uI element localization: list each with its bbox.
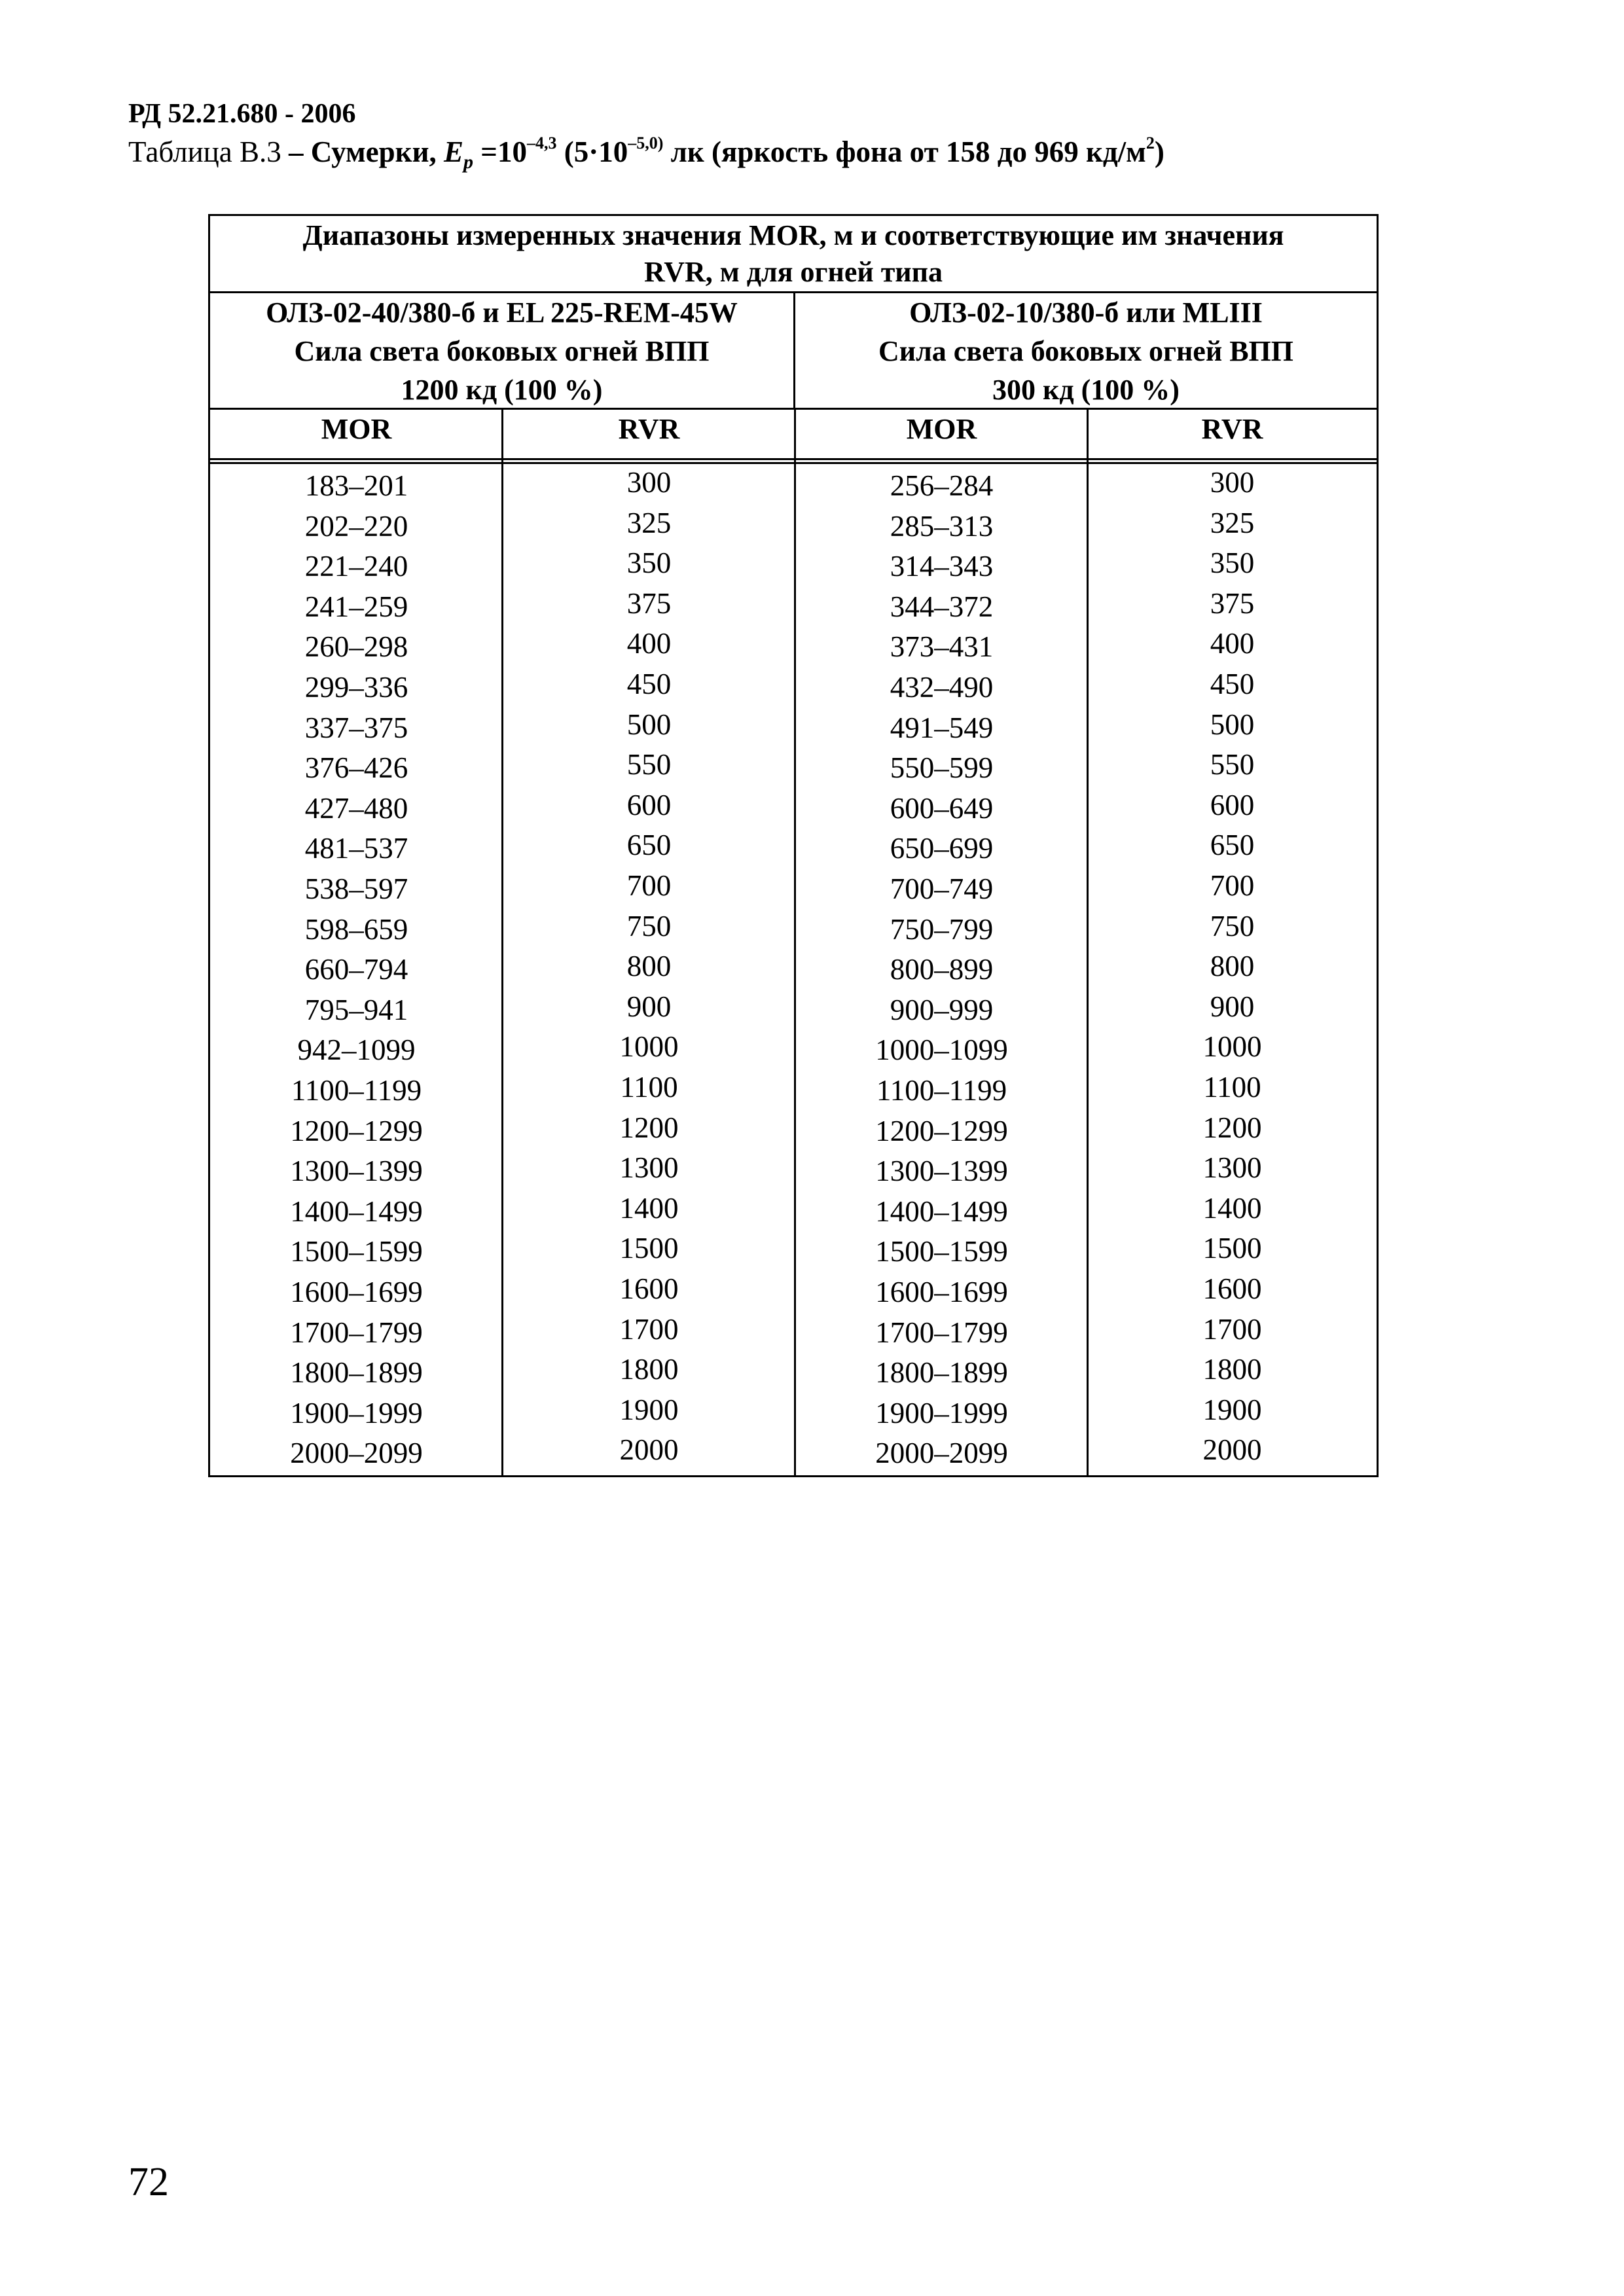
- mor-cell: 1400–1499: [875, 1194, 1008, 1228]
- col-header-mor-left: MOR: [321, 413, 392, 445]
- mor-cell: 598–659: [304, 912, 408, 946]
- mor-cell: 1100–1199: [291, 1074, 422, 1107]
- mor-cell: 1100–1199: [876, 1074, 1007, 1107]
- mor-cell: 1400–1499: [290, 1194, 423, 1228]
- col-header-rvr-left: RVR: [618, 413, 680, 445]
- rvr-cell: 1100: [1203, 1071, 1261, 1103]
- rvr-cell: 600: [1210, 788, 1255, 821]
- mor-cell: 1600–1699: [290, 1276, 423, 1308]
- rvr-cell: 750: [1210, 909, 1255, 942]
- rvr-cell: 1800: [1202, 1353, 1262, 1386]
- rvr-cell: 500: [626, 708, 672, 741]
- rvr-cell: 1700: [1202, 1312, 1262, 1346]
- rvr-cell: 500: [1210, 708, 1255, 741]
- rvr-cell: 650: [626, 829, 672, 862]
- group-right-line2: Сила света боковых огней ВПП: [878, 335, 1293, 367]
- mor-cell: 299–336: [304, 671, 408, 704]
- mor-cell: 660–794: [304, 953, 408, 986]
- rvr-cell: 2000: [619, 1433, 679, 1467]
- mor-cell: 337–375: [304, 711, 408, 744]
- mor-cell: 1900–1999: [290, 1396, 423, 1429]
- group-right-line3: 300 кд (100 %): [992, 374, 1180, 406]
- mor-cell: 491–549: [890, 711, 994, 744]
- mor-cell: 241–259: [304, 590, 408, 623]
- rvr-cell: 1200: [1202, 1111, 1262, 1144]
- rvr-cell: 1500: [1202, 1232, 1262, 1265]
- rvr-cell: 900: [626, 990, 672, 1023]
- mor-cell: 750–799: [890, 912, 994, 946]
- caption-dash: –: [281, 135, 311, 168]
- mor-cell: 900–999: [890, 993, 994, 1026]
- mor-cell: 650–699: [890, 832, 994, 865]
- mor-cell: 285–313: [890, 509, 994, 543]
- mor-cell: 376–426: [304, 751, 408, 785]
- rvr-cell: 325: [1210, 506, 1255, 539]
- rvr-cell: 325: [626, 506, 672, 539]
- caption-prefix: Таблица В.3: [128, 135, 281, 168]
- mor-cell: 1700–1799: [290, 1316, 423, 1349]
- group-header-left: [210, 293, 795, 410]
- rvr-cell: 350: [1210, 547, 1255, 580]
- mor-cell: 427–480: [304, 791, 408, 825]
- caption-ep-label: E: [444, 135, 464, 168]
- mor-cell: 1800–1899: [875, 1356, 1008, 1390]
- rvr-cell: 600: [626, 788, 672, 821]
- rvr-cell: 1600: [1202, 1272, 1262, 1305]
- mor-cell: 481–537: [304, 832, 408, 865]
- caption-rest: лк (яркость фона от 158 до 969 кд/м: [663, 135, 1146, 168]
- page-number: 72: [128, 2160, 169, 2204]
- mor-cell: 1300–1399: [875, 1155, 1008, 1188]
- mor-cell: 1500–1599: [875, 1235, 1008, 1268]
- table-caption: [128, 134, 1164, 175]
- rvr-cell: 1400: [1202, 1191, 1262, 1225]
- table-main-header-line1: Диапазоны измеренных значения MOR, м и соответствующие им значения: [302, 219, 1284, 251]
- caption-exp2: –5,0): [628, 134, 664, 152]
- caption-paren: (5·10: [556, 135, 628, 168]
- rvr-cell: 550: [1210, 748, 1255, 781]
- rvr-cell: 700: [1210, 869, 1255, 902]
- table-main-header-line2: RVR, м для огней типа: [643, 256, 943, 288]
- rvr-cell: 1900: [619, 1393, 679, 1426]
- mor-cell: 795–941: [304, 993, 408, 1026]
- rvr-cell: 450: [1210, 668, 1255, 700]
- rvr-cell: 1000: [619, 1030, 679, 1064]
- mor-cell: 1300–1399: [290, 1155, 423, 1188]
- column-header-row: [210, 410, 1377, 464]
- rvr-cell: 300: [1210, 466, 1255, 499]
- rvr-cell: 1600: [619, 1272, 679, 1305]
- mor-cell: 1000–1099: [875, 1033, 1008, 1067]
- rvr-cell: 1900: [1202, 1393, 1262, 1426]
- mor-cell: 1200–1299: [875, 1114, 1008, 1147]
- mor-cell: 183–201: [304, 469, 408, 502]
- mor-cell: 221–240: [304, 550, 408, 583]
- caption-eq: =10: [473, 135, 527, 168]
- mor-cell: 700–749: [890, 872, 994, 905]
- rvr-cell: 1100: [620, 1071, 678, 1103]
- mor-cell: 260–298: [304, 630, 408, 664]
- rvr-cell: 350: [626, 547, 672, 580]
- caption-title: Сумерки,: [310, 135, 444, 168]
- rvr-cell: 800: [626, 950, 672, 983]
- mor-cell: 314–343: [890, 550, 994, 583]
- mor-cell: 538–597: [304, 872, 408, 905]
- rvr-cell: 450: [626, 668, 672, 700]
- rvr-cell: 1300: [619, 1151, 679, 1185]
- group-left-line3: 1200 кд (100 %): [401, 374, 603, 406]
- rvr-cell: 1000: [1202, 1030, 1262, 1064]
- rvr-cell: 400: [1210, 627, 1255, 660]
- mor-cell: 550–599: [890, 751, 994, 785]
- mor-cell: 800–899: [890, 953, 994, 986]
- group-left-line1: ОЛЗ-02-40/380-б и EL 225-REM-45W: [266, 296, 738, 329]
- document-code: РД 52.21.680 - 2006: [128, 99, 356, 129]
- rvr-cell: 1400: [619, 1191, 679, 1225]
- group-header-right: [795, 293, 1377, 410]
- mor-cell: 1900–1999: [875, 1396, 1008, 1429]
- rvr-cell: 1200: [619, 1111, 679, 1144]
- rvr-cell: 650: [1210, 829, 1255, 862]
- rvr-cell: 800: [1210, 950, 1255, 983]
- group-right-line1: ОЛЗ-02-10/380-б или MLIII: [909, 296, 1263, 329]
- rvr-cell: 375: [1210, 586, 1255, 620]
- rvr-cell: 550: [626, 748, 672, 781]
- mor-cell: 1600–1699: [875, 1276, 1008, 1308]
- rvr-cell: 375: [626, 586, 672, 620]
- mor-cell: 1500–1599: [290, 1235, 423, 1268]
- mor-cell: 1700–1799: [875, 1316, 1008, 1349]
- caption-close: ): [1154, 135, 1164, 168]
- caption-exp1: –4,3: [526, 134, 557, 152]
- col-header-rvr-right: RVR: [1201, 413, 1263, 445]
- rvr-cell: 900: [1210, 990, 1255, 1023]
- mor-cell: 942–1099: [297, 1033, 416, 1067]
- group-left-line2: Сила света боковых огней ВПП: [294, 335, 710, 367]
- rvr-cell: 1500: [619, 1232, 679, 1265]
- rvr-cell: 300: [626, 466, 672, 499]
- rvr-cell: 1700: [619, 1312, 679, 1346]
- rvr-cell: 400: [626, 627, 672, 660]
- rvr-cell: 700: [626, 869, 672, 902]
- table-main-header: [210, 216, 1377, 293]
- caption-sq: 2: [1146, 134, 1155, 152]
- mor-cell: 432–490: [890, 671, 994, 704]
- mor-rvr-table: [208, 214, 1379, 1477]
- mor-cell: 344–372: [890, 590, 994, 623]
- mor-cell: 2000–2099: [875, 1437, 1008, 1470]
- rvr-cell: 750: [626, 909, 672, 942]
- mor-cell: 373–431: [890, 630, 994, 664]
- mor-cell: 600–649: [890, 791, 994, 825]
- mor-cell: 256–284: [890, 469, 994, 502]
- mor-cell: 1800–1899: [290, 1356, 423, 1390]
- mor-cell: 1200–1299: [290, 1114, 423, 1147]
- rvr-cell: 2000: [1202, 1433, 1262, 1467]
- rvr-cell: 1800: [619, 1353, 679, 1386]
- caption-ep-sub: p: [463, 151, 474, 173]
- rvr-cell: 1300: [1202, 1151, 1262, 1185]
- col-header-mor-right: MOR: [906, 413, 977, 445]
- mor-cell: 202–220: [304, 509, 408, 543]
- mor-cell: 2000–2099: [290, 1437, 423, 1470]
